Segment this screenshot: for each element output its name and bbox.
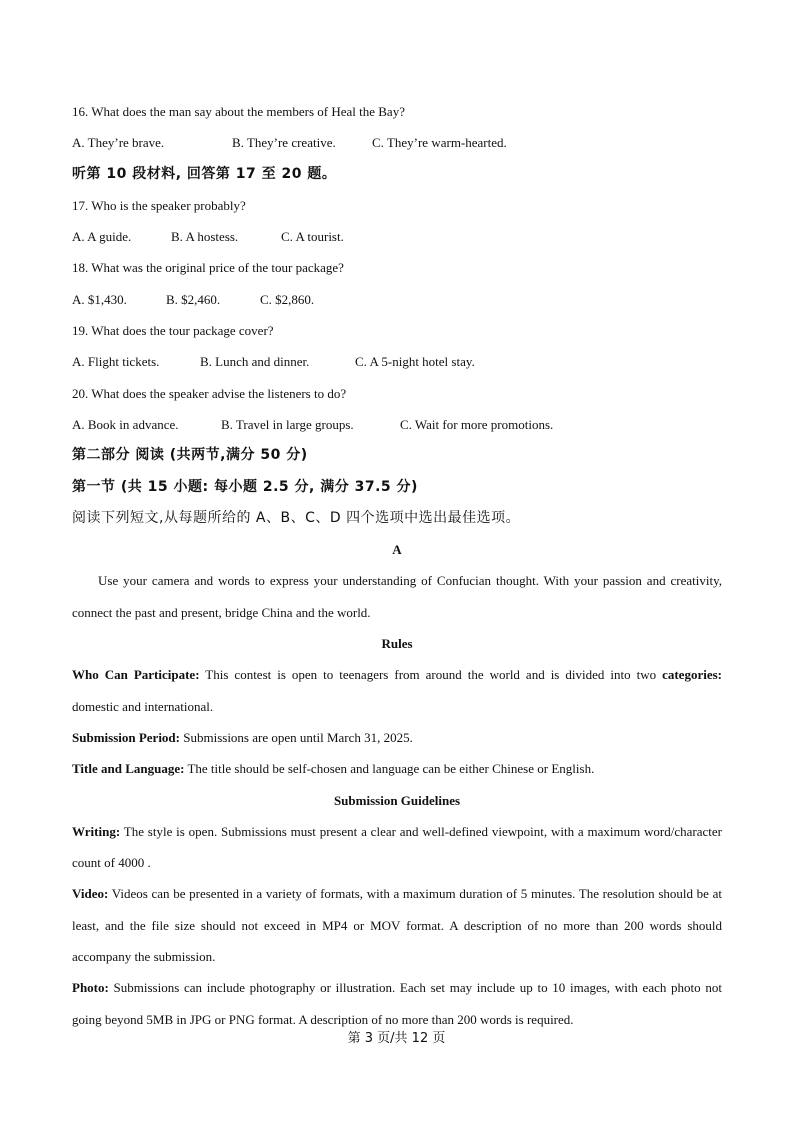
part2-heading: 第二部分 阅读 (共两节,满分 50 分) (72, 447, 308, 464)
passage-intro: Use your camera and words to express your understanding of Confucian thought. With your passion and creativity, connect the past and present, bridge China and the world. (72, 573, 722, 620)
option-c: C. A 5-night hotel stay. (355, 354, 475, 370)
question-stem: 17. Who is the speaker probably? (72, 197, 246, 213)
rule-label: Title and Language: (72, 761, 185, 777)
section1-heading: 第一节 (共 15 小题: 每小题 2.5 分, 满分 37.5 分) (72, 478, 418, 495)
section-instruction: 听第 10 段材料, 回答第 17 至 20 题。 (72, 165, 337, 182)
option-b: B. $2,460. (166, 291, 221, 307)
question-stem: 16. What does the man say about the members of Heal the Bay? (72, 104, 405, 119)
option-b: B. A hostess. (171, 229, 239, 245)
guideline-video (72, 878, 722, 972)
guideline-text: Videos can be presented in a variety of formats, with a maximum duration of 5 minutes. The resolution should be at least, and the file size should not exceed in MP4 or MOV format. A description of no more than 200 words should accompany the submission. (72, 886, 722, 965)
guideline-photo (72, 972, 722, 1035)
reading-instruction: 阅读下列短文,从每题所给的 A、B、C、D 四个选项中选出最佳选项。 (72, 509, 521, 526)
question-stem: 20. What does the speaker advise the listeners to do? (72, 385, 347, 401)
option-a: A. A guide. (72, 229, 132, 245)
guideline-text: Submissions can include photography or illustration. Each set may include up to 10 images, with each photo not going beyond 5MB in JPG or PNG format. A description of no more than 200 words is required. (72, 980, 722, 1027)
option-a: A. Flight tickets. (72, 354, 160, 370)
guideline-label: Photo: (72, 980, 109, 996)
question-options (72, 221, 722, 252)
guidelines-heading: Submission Guidelines (333, 792, 461, 808)
rule-submission-period (72, 722, 722, 753)
guideline-label: Video: (72, 886, 109, 902)
option-b: B. Lunch and dinner. (200, 354, 310, 370)
rule-text: The title should be self-chosen and language can be either Chinese or English. (184, 761, 595, 777)
option-b: B. They’re creative. (232, 135, 336, 151)
question-options (72, 284, 722, 315)
rule-title-language (72, 753, 722, 784)
option-c: C. A tourist. (281, 229, 344, 245)
option-a: A. They’re brave. (72, 135, 165, 151)
guideline-label: Writing: (72, 823, 121, 839)
question-options (72, 409, 722, 440)
option-a: A. $1,430. (72, 291, 127, 307)
option-b: B. Travel in large groups. (221, 416, 354, 432)
exam-page (72, 96, 722, 1035)
rule-text-tail: domestic and international. (72, 698, 214, 714)
rule-who-can-participate (72, 659, 722, 722)
rule-bold-term: categories: (662, 667, 722, 683)
rule-text: Submissions are open until March 31, 2025. (180, 729, 413, 745)
question-stem: 18. What was the original price of the tour package? (72, 260, 344, 276)
page-footer: 第 3 页/共 12 页 (347, 1031, 446, 1046)
option-a: A. Book in advance. (72, 416, 179, 432)
option-c: C. Wait for more promotions. (400, 416, 554, 432)
question-options (72, 346, 722, 377)
rules-heading: Rules (381, 636, 413, 652)
rule-text: This contest is open to teenagers from around the world and is divided into two (199, 667, 663, 683)
rule-label: Who Can Participate: (72, 667, 200, 683)
option-c: C. They’re warm-hearted. (372, 135, 507, 151)
guideline-writing (72, 816, 722, 879)
guideline-text: The style is open. Submissions must present a clear and well-defined viewpoint, with a maximum word/character count of 4000 . (72, 823, 722, 871)
option-c: C. $2,860. (260, 291, 315, 307)
rule-label: Submission Period: (72, 729, 180, 745)
question-stem: 19. What does the tour package cover? (72, 323, 274, 339)
question-options (72, 127, 722, 158)
passage-letter: A (392, 542, 402, 558)
